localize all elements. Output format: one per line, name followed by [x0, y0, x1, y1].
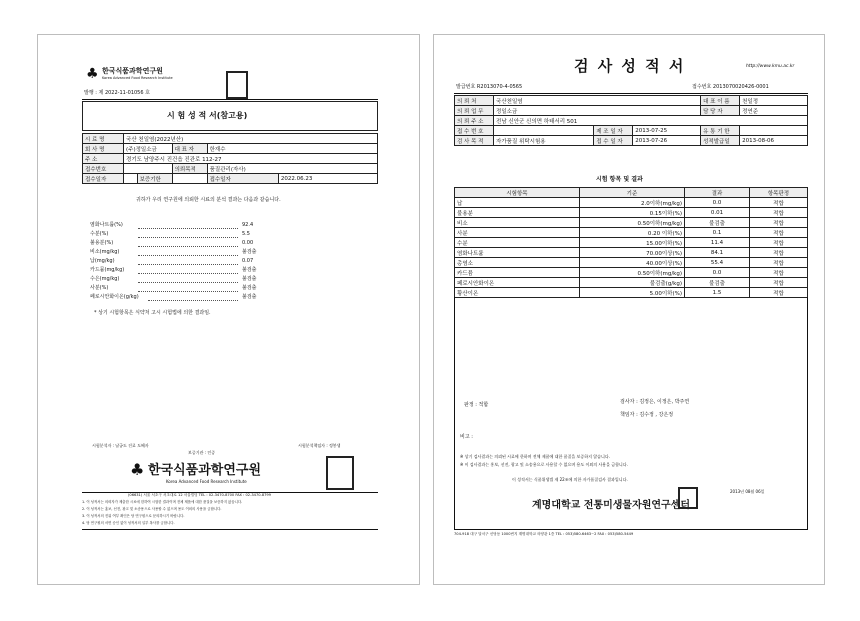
manager: 책임자 : 김수정 , 강은정 — [620, 412, 674, 418]
result-name: 페로시안화이온(g/kg) — [90, 294, 139, 300]
results-table — [454, 187, 808, 298]
center-seal-icon — [678, 487, 698, 509]
org-name: 한국식품과학연구원 — [102, 67, 163, 75]
table-row: 총염소 40.00이상(%) 55.4 적합 — [455, 258, 808, 268]
inspection-title: 검 사 성 적 서 — [574, 57, 686, 75]
left-certificate-page — [37, 34, 420, 585]
center-name: 계명대학교 전통미생물자원연구센터 — [532, 500, 691, 511]
doc-number: 발행 : 제 2022-11-01056 호 — [84, 90, 150, 96]
tester-signature: 시험분석자 : 남궁도 진료 도혜자 — [92, 443, 149, 448]
result-name: 카드뮴(mg/kg) — [90, 267, 125, 273]
table-row: 카드뮴 0.50이하(mg/kg) 0.0 적합 — [455, 268, 808, 278]
org-logo-icon: ♣ — [86, 66, 99, 82]
result-name: 불용분(%) — [90, 240, 114, 246]
result-name: 납(mg/kg) — [90, 258, 115, 264]
issue-date: 2013년 08월 06일 — [730, 489, 765, 494]
client-info-table: 의 뢰 처 국산천일염 대 표 이 름 천일정 의 뢰 업 무 정일소금 담 당 자 정연준 의 뢰 주 소 전남 신안군 신의면 하태서리 501 접 수 번 호 제 조 일 자 2013-07-25 유 통 기 한 검 사 목 적 자가품질 위탁시험용 접 수 일 자 2013-07-26 성적발급일 2013-08-06 — [454, 95, 808, 146]
fine-print-line: 3. 이 성적서의 진위 여부 확인은 당 연구원으로 문의하시기 바랍니다. — [82, 514, 185, 518]
result-name: 사분(%) — [90, 285, 109, 291]
remark-label: 비고 : — [460, 434, 473, 440]
testers: 검사자 : 김정은, 이정은, 박주연 — [620, 399, 690, 405]
table-row: 수분 15.00이하(%) 11.4 적합 — [455, 238, 808, 248]
title-box — [82, 101, 378, 131]
seal-stamp-icon — [226, 71, 248, 99]
org-footer-logo-icon: ♣ — [130, 460, 145, 479]
footer-small-text: 이 성적서는 식품위생법 제 22조에 의한 자가품질검사 결과입니다. — [512, 477, 628, 482]
result-name: 수분(%) — [90, 231, 109, 237]
result-value: 불검출 — [242, 294, 257, 300]
result-value: 0.00 — [242, 240, 254, 246]
result-value: 0.07 — [242, 258, 254, 264]
result-name: 수은(mg/kg) — [90, 276, 120, 282]
result-value: 불검출 — [242, 249, 257, 255]
results-header-row: 시험항목 기준 결과 항목판정 — [455, 188, 808, 198]
table-row: 황산이온 5.00이하(%) 1.5 적합 — [455, 288, 808, 298]
fine-print-line: 1. 이 성적서는 의뢰자가 제출한 시료에 한하여 시험한 결과이며 전체 제품에 대한 품질을 보증하지 않습니다. — [82, 500, 243, 504]
guarantor: 보증기관 : 인증 — [188, 450, 216, 455]
note-text: * 상기 시험항목은 식약처 고시 시험법에 의한 결과임. — [94, 310, 211, 316]
org-footer-name-en: Korea Advanced Food Research Institute — [166, 479, 247, 484]
table-row: 납 2.0이하(mg/kg) 0.0 적합 — [455, 198, 808, 208]
org-footer-name: 한국식품과학연구원 — [148, 463, 262, 478]
result-value: 5.5 — [242, 231, 250, 237]
manager-signature: 시험분석책임자 : 정봉생 — [298, 443, 341, 448]
result-value: 불검출 — [242, 285, 257, 291]
results-title: 시험 항목 및 결과 — [596, 176, 643, 183]
verdict: 판정 : 적합 — [464, 402, 489, 408]
bottom-address: 704-918 대구 달서구 신당동 1000번지 계명대학교 의양관 1층 TEL : 053)580-6463~2 FAX : 053)580-5449 — [454, 532, 634, 536]
table-row: 사분 0.20 이하(%) 0.1 적합 — [455, 228, 808, 238]
intro-text: 귀하가 우리 연구원에 의뢰한 시료의 분석 결과는 다음과 같습니다. — [136, 197, 281, 203]
website: http://www.kmu.ac.kr — [746, 64, 795, 69]
result-value: 불검출 — [242, 276, 257, 282]
table-row: 불용분 0.15이하(%) 0.01 적합 — [455, 208, 808, 218]
fine-print-line: 2. 이 성적서는 홍보, 선전, 광고 및 소송용으로 사용할 수 없으며 용도 이외의 사용을 금합니다. — [82, 507, 222, 511]
sample-info-table: 시 료 명 국산 천일염(2022년산) 회 사 명 (주)정일소금 대 표 자 한재수 주 소 경기도 남양주시 진건읍 진관로 112-27 접수번호 의뢰목적 품질관리(자사) 접수일자 보증기한 접수일자 2022.06.23 — [82, 133, 378, 184]
result-value: 92.4 — [242, 222, 254, 228]
org-name-en: Korea Advanced Food Research Institute — [102, 76, 173, 80]
table-row: 염화나트륨 70.00이상(%) 84.1 적합 — [455, 248, 808, 258]
note-line: ※ 이 검사결과는 홍보, 선전, 광고 및 소송용으로 사용할 수 없으며 용도 이외의 사용을 금합니다. — [460, 462, 628, 467]
official-seal-icon — [326, 456, 354, 490]
result-value: 불검출 — [242, 267, 257, 273]
table-row: 페로시안화이온 불검출(g/kg) 불검출 적합 — [455, 278, 808, 288]
right-certificate-page — [433, 34, 825, 585]
receipt-number: 접수번호 2013070020426-0001 — [692, 84, 769, 90]
table-row: 비소 0.50이하(mg/kg) 불검출 적합 — [455, 218, 808, 228]
page-title: 시 험 성 적 서(참고용) — [167, 111, 248, 120]
result-name: 비소(mg/kg) — [90, 249, 120, 255]
issue-number: 발급번호 R2013070-4-0565 — [456, 84, 523, 90]
result-name: 염화나트륨(%) — [90, 222, 123, 228]
org-address: (06631) 서울 서초구 서초대로 12 서울빌딩 TEL : 02-3470-8700 FAX : 02-3470-8799 — [128, 493, 271, 497]
fine-print-line: 4. 당 연구원의 서면 승인 없이 성적서의 일부 복사를 금합니다. — [82, 521, 175, 525]
note-line: ※ 상기 검사결과는 의뢰된 시료에 한하며 전체 제품에 대한 품질을 보증하지 않습니다. — [460, 454, 610, 459]
